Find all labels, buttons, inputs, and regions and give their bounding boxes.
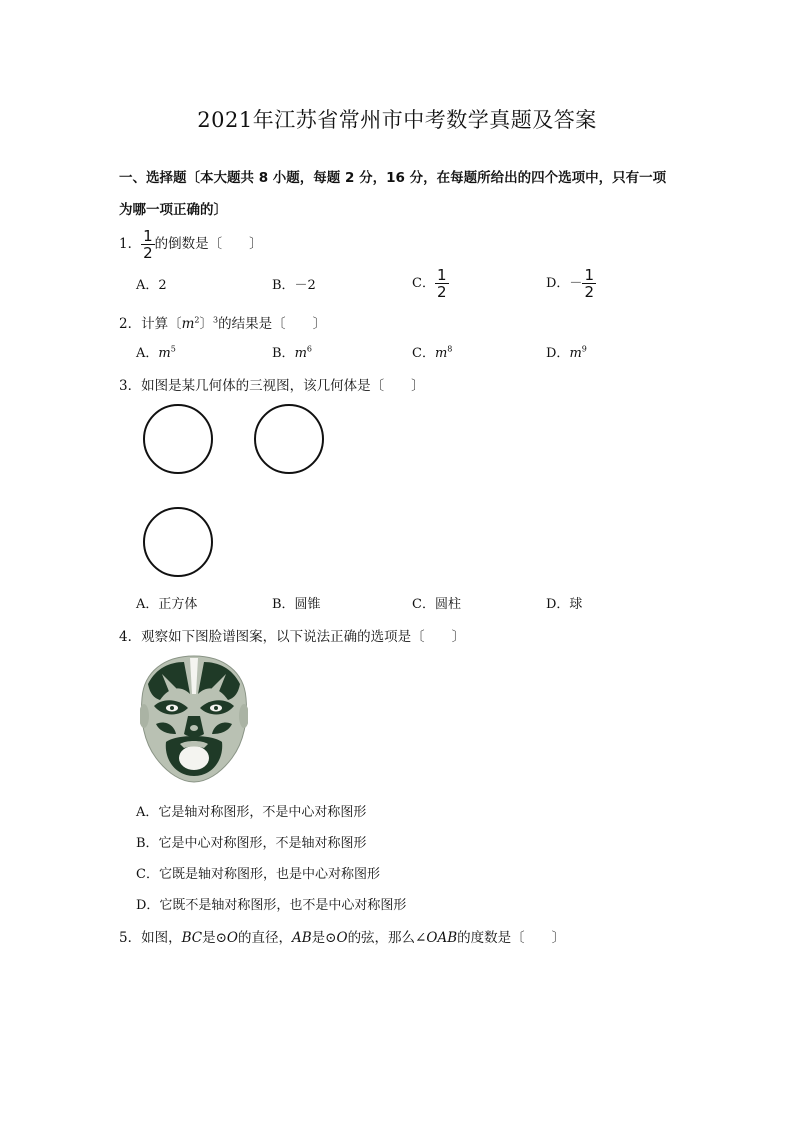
fraction (582, 267, 596, 300)
option-label: D． (546, 346, 570, 361)
q1-option-d (546, 267, 596, 300)
q4-option-b: B．它是中心对称图形，不是轴对称图形 (136, 836, 367, 851)
fraction-denominator: 2 (143, 244, 153, 262)
page-title: 2021年江苏省常州市中考数学真题及答案 (197, 108, 597, 132)
question-4: 4．观察如下图脸谱图案，以下说法正确的选项是〔 〕 (119, 629, 466, 645)
question-1 (119, 228, 263, 261)
q1-option-b: B．－2 (272, 278, 316, 293)
fraction (435, 267, 449, 300)
sphere-top-view-icon (143, 507, 213, 577)
variable-m: m (294, 346, 307, 361)
question-text: 5．如图， (119, 930, 182, 946)
sphere-front-view-icon (143, 404, 213, 474)
fraction-one-half (141, 228, 155, 261)
fraction-denominator: 2 (436, 283, 447, 301)
variable-m: m (181, 316, 195, 332)
exponent: 5 (170, 344, 176, 354)
question-text: 的倒数是〔 〕 (154, 236, 263, 252)
exponent: 9 (581, 344, 587, 354)
section-heading-line1: 一、选择题〔本大题共 8 小题，每题 2 分，16 分，在每题所给出的四个选项中，只有一项 (119, 170, 667, 186)
q2-option-c (412, 342, 452, 361)
sphere-side-view-icon (254, 404, 324, 474)
variable-m: m (158, 346, 171, 361)
option-label: D．－ (546, 276, 583, 291)
q4-option-d: D．它既不是轴对称图形，也不是中心对称图形 (136, 898, 407, 913)
variable-m: m (434, 346, 448, 361)
q1-option-c (412, 267, 449, 300)
point-o: O (226, 930, 238, 946)
q3-option-c: C．圆柱 (412, 597, 461, 612)
q1-option-a: A．2 (136, 278, 167, 293)
opera-face-mask-icon (140, 654, 248, 784)
option-label: C． (412, 276, 435, 291)
segment-ab: AB (292, 930, 312, 946)
question-5 (119, 926, 565, 946)
q4-option-c: C．它既是轴对称图形，也是中心对称图形 (136, 867, 380, 882)
fraction-denominator: 2 (584, 283, 594, 301)
fraction-numerator: 1 (584, 266, 594, 284)
question-3: 3．如图是某几何体的三视图，该几何体是〔 〕 (119, 378, 425, 394)
exponent: 6 (306, 344, 312, 354)
q3-option-d: D．球 (546, 597, 583, 612)
exponent: 3 (213, 315, 219, 325)
question-text: 的度数是〔 〕 (457, 930, 566, 946)
exponent: 2 (194, 315, 200, 325)
q2-option-b (272, 342, 312, 361)
paren: 〕 (199, 316, 213, 332)
question-text: 2．计算〔 (119, 316, 182, 332)
option-label: C． (412, 346, 435, 361)
option-label: B． (272, 346, 295, 361)
section-heading-line2: 为哪一项正确的〕 (119, 202, 227, 218)
option-label: A． (136, 346, 159, 361)
q4-option-a: A．它是轴对称图形，不是中心对称图形 (136, 805, 367, 820)
question-text: 的直径， (238, 930, 292, 946)
question-number: 1． (119, 236, 142, 252)
q2-option-a (136, 342, 176, 361)
question-2 (119, 312, 326, 332)
variable-m: m (569, 346, 582, 361)
q3-option-a: A．正方体 (136, 597, 198, 612)
exponent: 8 (447, 344, 453, 354)
fraction-numerator: 1 (436, 266, 447, 284)
q2-option-d (546, 342, 587, 361)
fraction-numerator: 1 (143, 227, 153, 245)
segment-bc: BC (181, 930, 203, 946)
question-text: 的结果是〔 〕 (218, 316, 327, 332)
point-o: O (336, 930, 348, 946)
q3-option-b: B．圆锥 (272, 597, 321, 612)
question-text: 是⊙ (311, 930, 337, 946)
question-text: 的弦，那么∠ (347, 930, 427, 946)
angle-oab: OAB (426, 930, 458, 946)
question-text: 是⊙ (202, 930, 227, 946)
